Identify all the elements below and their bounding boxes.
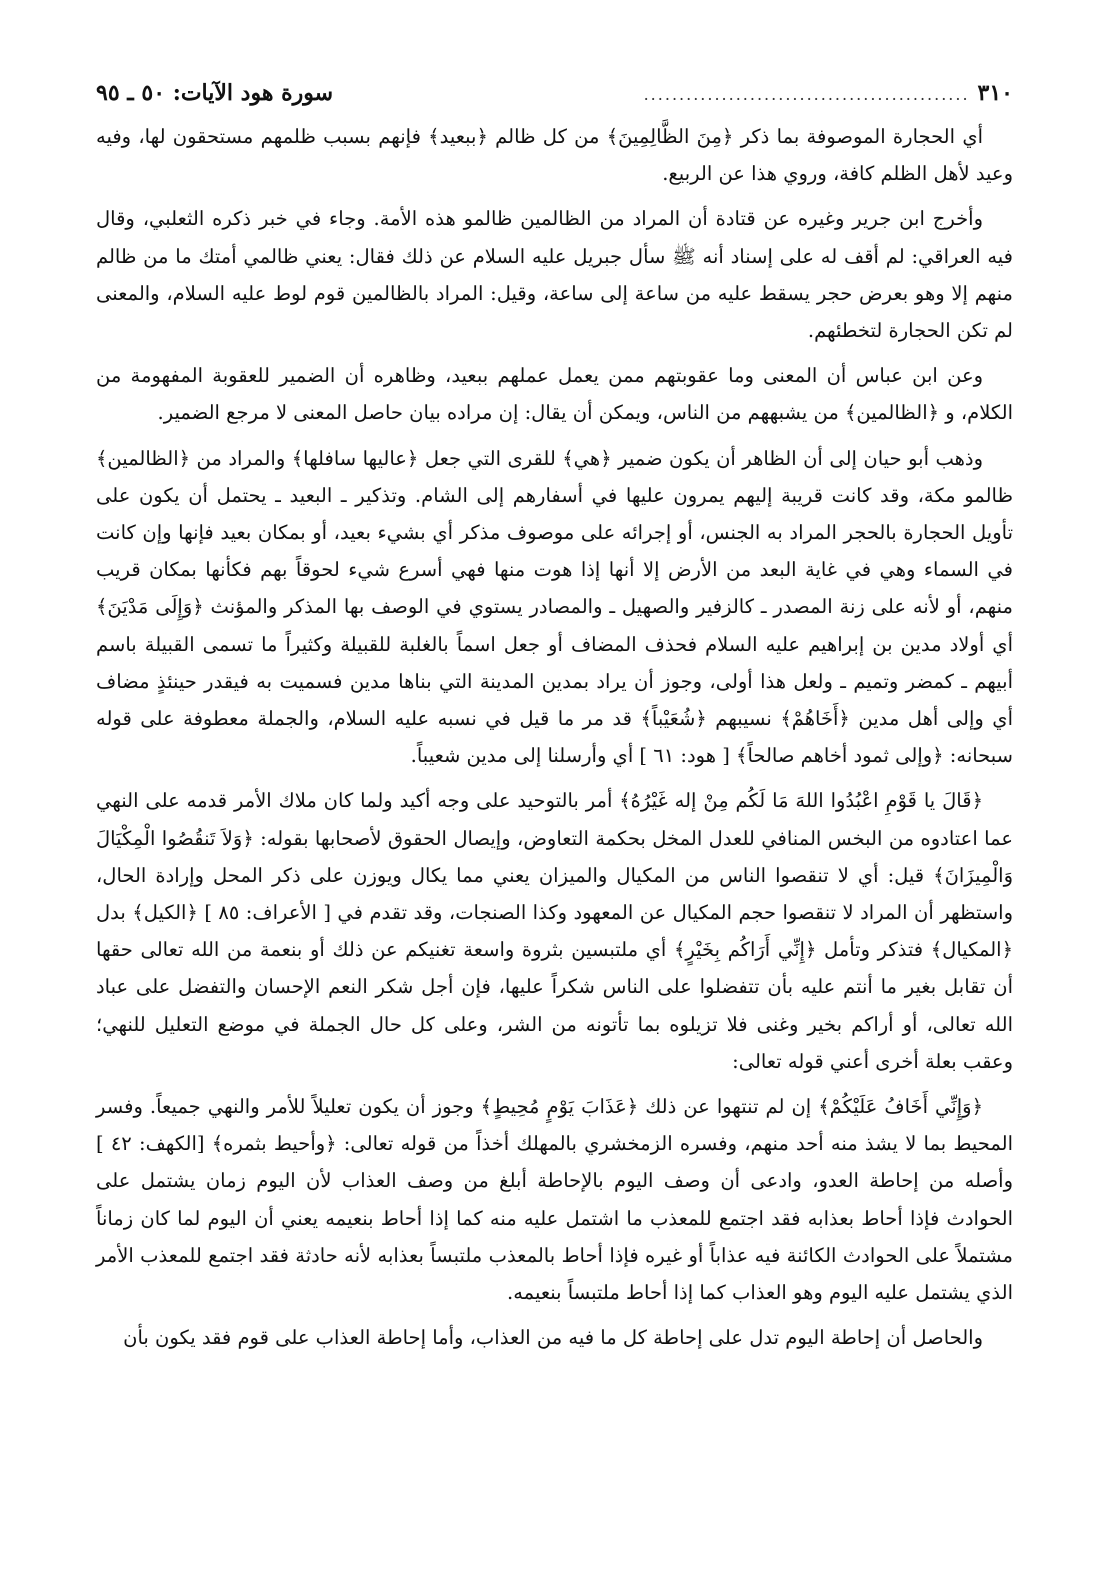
- paragraph: وذهب أبو حيان إلى أن الظاهر أن يكون ضمير ﴿هي﴾ للقرى التي جعل ﴿عاليها سافلها﴾ والمراد من ﴿الظالمين﴾ ظالمو مكة، وقد كانت قريبة إليهم يمرون عليها في أسفارهم إلى الشام. وتذكير ـ البعيد ـ يحتمل أن يكون على تأويل الحجارة بالحجر المراد به الجنس، أو إجرائه على موصوف مذكر أي بشيء بعيد، أو بمكان بعيد فإنها وإن كانت في السماء وهي في غاية البعد من الأرض إلا أنها إذا هوت منها فهي أسرع شيء لحوقاً بهم فكأنها بمكان قريب منهم، أو لأنه على زنة المصدر ـ كالزفير والصهيل ـ والمصادر يستوي في الوصف بها المذكر والمؤنث ﴿وَإِلَى مَدْيَنَ﴾ أي أولاد مدين بن إبراهيم عليه السلام فحذف المضاف أو جعل اسماً بالغلبة للقبيلة وكثيراً ما تسمى القبيلة باسم أبيهم ـ كمضر وتميم ـ ولعل هذا أولى، وجوز أن يراد بمدين المدينة التي بناها مدين فسميت به فيقدر حينئذٍ مضاف أي وإلى أهل مدين ﴿أَخَاهُمْ﴾ نسيبهم ﴿شُعَيْباً﴾ قد مر ما قيل في نسبه عليه السلام، والجملة معطوفة على قوله سبحانه: ﴿وإلى ثمود أخاهم صالحاً﴾ [ هود: ٦١ ] أي وأرسلنا إلى مدين شعيباً.: [96, 446, 1013, 768]
- paragraph: وعن ابن عباس أن المعنى وما عقوبتهم ممن يعمل عملهم ببعيد، وظاهره أن الضمير للعقوبة المفهومة من الكلام، و ﴿الظالمين﴾ من يشبههم من الناس، ويمكن أن يقال: إن مراده بيان حاصل المعنى لا مرجع الضمير.: [96, 364, 1013, 425]
- page-header: [96, 78, 1013, 118]
- page-number: ٣١٠: [977, 80, 1013, 106]
- paragraph: والحاصل أن إحاطة اليوم تدل على إحاطة كل ما فيه من العذاب، وأما إحاطة العذاب على قوم فقد يكون بأن: [123, 1326, 983, 1350]
- header-leader-dots: ..............................................: [643, 85, 970, 104]
- paragraph: ﴿وَإِنِّي أَخَافُ عَلَيْكُمْ﴾ إن لم تنتهوا عن ذلك ﴿عَذَابَ يَوْمٍ مُحِيطٍ﴾ وجوز أن يكون تعليلاً للأمر والنهي جميعاً. وفسر المحيط بما لا يشذ منه أحد منهم، وفسره الزمخشري بالمهلك أخذاً من قوله تعالى: ﴿وأحيط بثمره﴾ [الكهف: ٤٢ ] وأصله من إحاطة العدو، وادعى أن وصف اليوم بالإحاطة أبلغ من وصف العذاب لأن اليوم زمان يشتمل على الحوادث فإذا أحاط بعذابه فقد اجتمع للمعذب ما اشتمل عليه منه كما إذا أحاط بنعيمه يعني أن اليوم لما كان زماناً مشتملاً على الحوادث الكائنة فيه عذاباً أو غيره فإذا أحاط بالمعذب ملتبساً بعذابه لأنه حادثة فقد اجتمع للمعذب الأمر الذي يشتمل عليه اليوم وهو العذاب كما إذا أحاط ملتبساً بنعيمه.: [96, 1095, 1013, 1305]
- paragraph: ﴿قَالَ يا قَوْمِ اعْبُدُوا اللهَ مَا لَكُم مِنْ إله غَيْرُهُ﴾ أمر بالتوحيد على وجه أكيد ولما كان ملاك الأمر قدمه على النهي عما اعتادوه من البخس المنافي للعدل المخل بحكمة التعاوض، وإيصال الحقوق لأصحابها بقوله: ﴿وَلاَ تَنقُصُوا الْمِكْيَالَ وَالْمِيزَانَ﴾ قيل: أي لا تنقصوا الناس من المكيال والميزان يعني مما يكال ويوزن على ذكر المحل وإرادة الحال، واستظهر أن المراد لا تنقصوا حجم المكيال عن المعهود وكذا الصنجات، وقد تقدم في [ الأعراف: ٨٥ ] ﴿الكيل﴾ بدل ﴿المكيال﴾ فتذكر وتأمل ﴿إِنِّي أَرَاكُم بِخَيْرٍ﴾ أي ملتبسين بثروة واسعة تغنيكم عن ذلك أو بنعمة من الله تعالى حقها أن تقابل بغير ما أنتم عليه بأن تتفضلوا على الناس شكراً عليها، فإن أجل شكر النعم الإحسان والتفضل على عباد الله تعالى، أو أراكم بخير وغنى فلا تزيلوه بما تأتونه من الشر، وعلى كل حال الجملة في موضع التعليل للنهي؛ وعقب بعلة أخرى أعني قوله تعالى:: [96, 789, 1014, 1073]
- paragraph: وأخرج ابن جرير وغيره عن قتادة أن المراد من الظالمين ظالمو هذه الأمة. وجاء في خبر ذكره الثعلبي، وقال فيه العراقي: لم أقف له على إسناد أنه ﷺ سأل جبريل عليه السلام عن ذلك فقال: يعني ظالمي أمتك ما من ظالم منهم إلا وهو بعرض حجر يسقط عليه من ساعة إلى ساعة، وقيل: المراد بالظالمين قوم لوط عليه السلام، والمعنى لم تكن الحجارة لتخطئهم.: [96, 207, 1013, 343]
- page-body: [96, 118, 1013, 1357]
- paragraph: أي الحجارة الموصوفة بما ذكر ﴿مِنَ الظَّالِمِينَ﴾ من كل ظالم ﴿ببعيد﴾ فإنهم بسبب ظلمهم مستحقون لها، وفيه وعيد لأهل الظلم كافة، وروي هذا عن الربيع.: [96, 125, 1013, 186]
- running-title: سورة هود الآيات: ٥٠ ـ ٩٥: [96, 80, 334, 106]
